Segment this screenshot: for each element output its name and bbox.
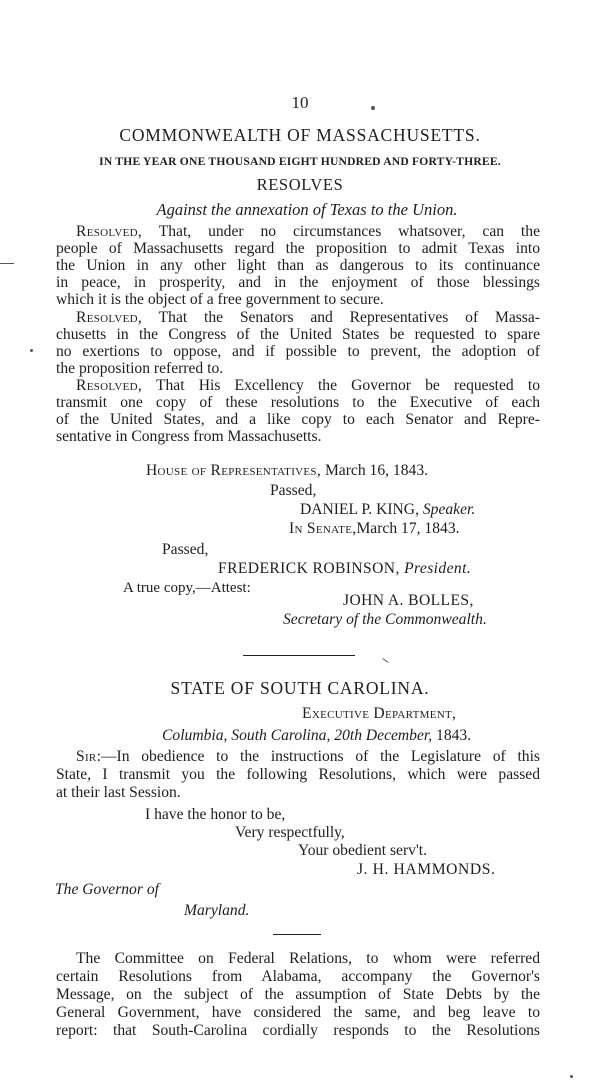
president-name: FREDERICK ROBINSON,	[218, 560, 400, 577]
speaker-name: DANIEL P. KING,	[300, 501, 419, 518]
resolved-lead: Resolved,	[76, 223, 143, 240]
house-date: March 16, 1843.	[321, 462, 429, 479]
resolve-2-line-2: chusetts in the Congress of the United States be requested to spare	[56, 326, 540, 343]
resolve-2-text: That the Senators and Representatives of Massa-	[142, 309, 540, 326]
ink-speck	[382, 658, 388, 663]
margin-mark	[0, 263, 14, 264]
senate-date: March 17, 1843.	[356, 520, 460, 537]
resolve-2-line-4: the proposition referred to.	[56, 360, 224, 377]
resolve-3-line-4: sentative in Congress from Massachusetts.	[56, 428, 322, 445]
president-signature	[218, 560, 471, 578]
resolved-lead: Resolved,	[76, 377, 143, 394]
year-line: IN THE YEAR ONE THOUSAND EIGHT HUNDRED AND FORTY-THREE.	[99, 155, 501, 168]
margin-mark	[30, 349, 33, 352]
letter-line-2: State, I transmit you the following Resolutions, which were passed	[56, 766, 540, 783]
resolve-2-line-3: no exertions to oppose, and if possible to prevent, the adoption of	[56, 343, 540, 360]
closing-line-2: Very respectfully,	[235, 824, 345, 841]
committee-line-3: Message, on the subject of the assumption of State Debts by the	[56, 986, 540, 1003]
committee-line-1: The Committee on Federal Relations, to whom were referred	[76, 950, 540, 967]
addressee-line-1: The Governor of	[55, 881, 159, 898]
resolve-1-line-3: the Union in any other light than as dangerous to its continuance	[56, 257, 540, 274]
addressee-line-2: Maryland.	[184, 902, 250, 919]
senate-attestation	[289, 520, 460, 538]
resolve-3-line-2: transmit one copy of these resolutions to the Executive of each	[56, 394, 540, 411]
resolve-3-text: That His Excellency the Governor be requested to	[142, 377, 540, 394]
resolved-lead: Resolved,	[76, 309, 143, 326]
house-name: House of Representatives,	[146, 462, 322, 479]
governor-signature: J. H. HAMMONDS.	[357, 861, 496, 878]
speaker-title: Speaker.	[418, 501, 476, 518]
resolve-1-line-5: which it is the object of a free government to secure.	[56, 291, 384, 308]
resolve-2-line-1	[56, 310, 540, 327]
resolves-title: RESOLVES	[256, 175, 344, 194]
resolves-subtitle: Against the annexation of Texas to the Union.	[156, 200, 458, 219]
house-attestation	[146, 462, 428, 480]
resolve-1-line-1	[56, 224, 540, 241]
date-year: 1843.	[432, 727, 472, 744]
committee-line-2: certain Resolutions from Alabama, accompany the Governor's	[56, 968, 540, 985]
south-carolina-heading: STATE OF SOUTH CAROLINA.	[170, 678, 430, 698]
resolve-1-text: That, under no circumstances whatsover, can the	[142, 223, 540, 240]
resolve-3-line-1	[56, 378, 540, 395]
passed-label-1: Passed,	[270, 482, 317, 499]
committee-line-4: General Government, have considered the same, and beg leave to	[56, 1004, 540, 1021]
committee-line-5: report: that South-Carolina cordially responds to the Resolutions	[56, 1022, 540, 1039]
letter-line-1	[56, 749, 540, 766]
salutation: Sir	[76, 748, 97, 765]
resolve-1-line-4: in peace, in prosperity, and in the enjoyment of those blessings	[56, 274, 540, 291]
closing-line-3: Your obedient serv't.	[298, 842, 427, 859]
resolve-1-line-2: people of Massachusetts regard the proposition to admit Texas into	[56, 240, 540, 257]
letter-line-3: at their last Session.	[56, 784, 181, 801]
place-date-line	[162, 727, 471, 745]
section-divider	[273, 934, 321, 935]
section-divider	[243, 655, 355, 656]
speaker-signature	[300, 501, 475, 519]
senate-name: In Senate,	[289, 520, 357, 537]
ink-speck	[371, 106, 375, 110]
massachusetts-heading: COMMONWEALTH OF MASSACHUSETTS.	[119, 125, 481, 145]
closing-line-1: I have the honor to be,	[145, 806, 286, 823]
resolve-3-line-3: of the United States, and a like copy to each Senator and Repre-	[56, 411, 540, 428]
attest-line: A true copy,—Attest:	[123, 580, 251, 596]
letter-text: :—In obedience to the instructions of the Legislature of this	[96, 748, 540, 765]
executive-department: Executive Department,	[302, 705, 457, 722]
place-date: Columbia, South Carolina, 20th December,	[162, 727, 433, 744]
ink-speck	[570, 1075, 573, 1078]
secretary-name: JOHN A. BOLLES,	[343, 592, 474, 609]
president-title: President.	[399, 560, 472, 577]
passed-label-2: Passed,	[162, 541, 209, 558]
secretary-title: Secretary of the Commonwealth.	[283, 611, 487, 628]
page-number: 10	[291, 93, 309, 112]
